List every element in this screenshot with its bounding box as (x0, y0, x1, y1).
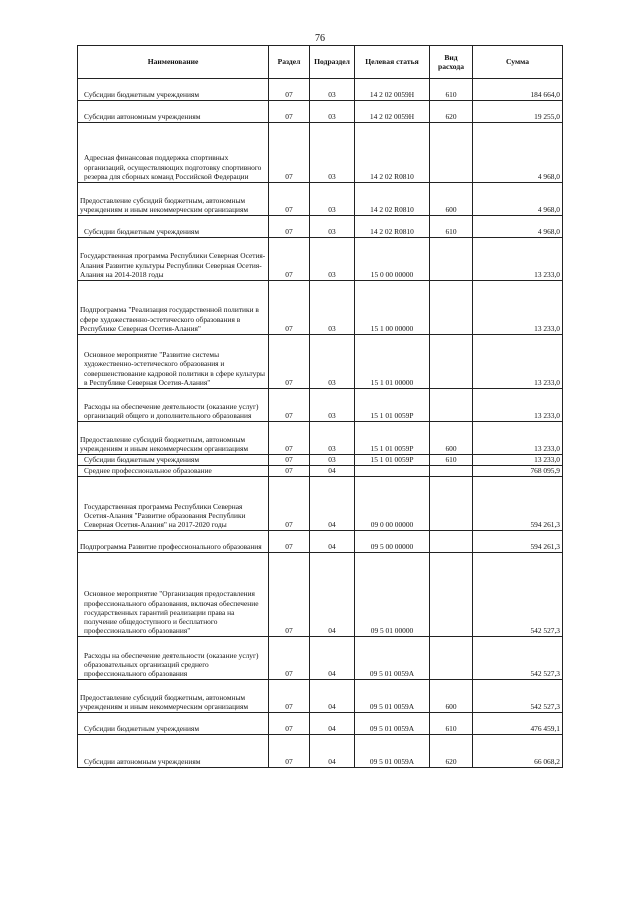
row-name: Государственная программа Республики Северная Осетия-Алания "Развитие образования Республики Северная Осетия-Алания" на 2017-2020 годы (78, 477, 269, 531)
budget-table (77, 45, 563, 768)
row-name: Субсидии бюджетным учреждениям (78, 79, 269, 101)
row-target: 09 5 00 00000 (355, 531, 430, 553)
row-name: Предоставление субсидий бюджетным, автономным учреждениям и иным некоммерческим организациям (78, 680, 269, 713)
row-subsection: 04 (310, 680, 355, 713)
header-subsection: Подраздел (310, 46, 355, 79)
row-expense-type (430, 553, 473, 637)
table-row (78, 238, 563, 281)
row-sum: 13 233,0 (473, 389, 563, 422)
row-subsection: 04 (310, 713, 355, 735)
header-sum: Сумма (473, 46, 563, 79)
row-name: Среднее профессиональное образование (78, 466, 269, 477)
row-section: 07 (269, 637, 310, 680)
row-section: 07 (269, 216, 310, 238)
row-subsection: 04 (310, 637, 355, 680)
row-sum: 542 527,3 (473, 553, 563, 637)
row-target: 14 2 02 R0810 (355, 216, 430, 238)
row-subsection: 04 (310, 531, 355, 553)
row-expense-type (430, 281, 473, 335)
row-name: Основное мероприятие "Организация предоставления профессионального образования, включая обеспечение государственных гарантий реализации права на получение общедоступного и бесплатного профессионального образования" (78, 553, 269, 637)
row-section: 07 (269, 553, 310, 637)
row-subsection: 03 (310, 281, 355, 335)
table-row (78, 101, 563, 123)
row-subsection: 03 (310, 389, 355, 422)
row-section: 07 (269, 123, 310, 183)
row-subsection: 03 (310, 183, 355, 216)
row-section: 07 (269, 531, 310, 553)
row-subsection: 03 (310, 422, 355, 455)
row-name: Государственная программа Республики Северная Осетия-Алания Развитие культуры Республики Северная Осетия-Алания на 2014-2018 годы (78, 238, 269, 281)
row-target: 15 1 01 00000 (355, 335, 430, 389)
row-section: 07 (269, 713, 310, 735)
row-expense-type (430, 466, 473, 477)
row-sum: 66 068,2 (473, 735, 563, 768)
row-expense-type (430, 637, 473, 680)
row-target: 15 0 00 00000 (355, 238, 430, 281)
row-name: Субсидии автономным учреждениям (78, 735, 269, 768)
row-name: Субсидии бюджетным учреждениям (78, 713, 269, 735)
row-sum: 184 664,0 (473, 79, 563, 101)
row-sum: 476 459,1 (473, 713, 563, 735)
table-header-row (78, 46, 563, 79)
row-subsection: 03 (310, 101, 355, 123)
table-row (78, 680, 563, 713)
row-expense-type (430, 123, 473, 183)
row-subsection: 04 (310, 553, 355, 637)
row-expense-type: 610 (430, 216, 473, 238)
table-row (78, 477, 563, 531)
row-name: Субсидии бюджетным учреждениям (78, 455, 269, 466)
row-target: 14 2 02 0059Н (355, 101, 430, 123)
row-section: 07 (269, 335, 310, 389)
row-target: 09 5 01 0059А (355, 735, 430, 768)
row-sum: 594 261,3 (473, 477, 563, 531)
row-sum: 4 968,0 (473, 183, 563, 216)
row-sum: 542 527,3 (473, 637, 563, 680)
table-row (78, 183, 563, 216)
row-expense-type (430, 238, 473, 281)
row-expense-type: 620 (430, 735, 473, 768)
row-expense-type (430, 389, 473, 422)
row-expense-type (430, 531, 473, 553)
header-name: Наименование (78, 46, 269, 79)
row-target: 15 1 01 0059Р (355, 422, 430, 455)
row-section: 07 (269, 422, 310, 455)
row-target: 09 5 01 00000 (355, 553, 430, 637)
row-target: 09 5 01 0059А (355, 637, 430, 680)
table-row (78, 422, 563, 455)
row-target: 15 1 00 00000 (355, 281, 430, 335)
row-section: 07 (269, 101, 310, 123)
row-sum: 13 233,0 (473, 422, 563, 455)
table-row (78, 553, 563, 637)
row-expense-type: 600 (430, 680, 473, 713)
row-sum: 13 233,0 (473, 238, 563, 281)
row-target: 15 1 01 0059Р (355, 389, 430, 422)
row-name: Расходы на обеспечение деятельности (оказание услуг) образовательных организаций среднего профессионального образования (78, 637, 269, 680)
row-target: 09 5 01 0059А (355, 713, 430, 735)
row-subsection: 03 (310, 335, 355, 389)
table-row (78, 216, 563, 238)
header-expense-type: Вид расхода (430, 46, 473, 79)
row-section: 07 (269, 389, 310, 422)
row-name: Расходы на обеспечение деятельности (оказание услуг) организаций общего и дополнительного образования (78, 389, 269, 422)
row-subsection: 03 (310, 123, 355, 183)
row-section: 07 (269, 477, 310, 531)
row-expense-type: 610 (430, 713, 473, 735)
row-name: Предоставление субсидий бюджетным, автономным учреждениям и иным некоммерческим организациям (78, 422, 269, 455)
row-target: 09 0 00 00000 (355, 477, 430, 531)
row-subsection: 03 (310, 238, 355, 281)
row-subsection: 03 (310, 455, 355, 466)
table-row (78, 455, 563, 466)
row-sum: 768 095,9 (473, 466, 563, 477)
row-section: 07 (269, 238, 310, 281)
row-section: 07 (269, 183, 310, 216)
row-target: 14 2 02 0059Н (355, 79, 430, 101)
row-expense-type: 600 (430, 422, 473, 455)
table-row (78, 735, 563, 768)
row-section: 07 (269, 281, 310, 335)
row-section: 07 (269, 466, 310, 477)
row-sum: 4 968,0 (473, 123, 563, 183)
table-body (78, 79, 563, 768)
row-section: 07 (269, 680, 310, 713)
table-row (78, 531, 563, 553)
row-expense-type: 610 (430, 79, 473, 101)
row-sum: 13 233,0 (473, 335, 563, 389)
row-expense-type: 600 (430, 183, 473, 216)
row-sum: 19 255,0 (473, 101, 563, 123)
row-section: 07 (269, 455, 310, 466)
table-row (78, 281, 563, 335)
table-row (78, 466, 563, 477)
row-name: Субсидии бюджетным учреждениям (78, 216, 269, 238)
table-row (78, 79, 563, 101)
row-sum: 594 261,3 (473, 531, 563, 553)
row-name: Адресная финансовая поддержка спортивных организаций, осуществляющих подготовку спортивного резерва для сборных команд Российской Федерации (78, 123, 269, 183)
header-section: Раздел (269, 46, 310, 79)
row-name: Предоставление субсидий бюджетным, автономным учреждениям и иным некоммерческим организациям (78, 183, 269, 216)
row-sum: 13 233,0 (473, 281, 563, 335)
row-expense-type (430, 335, 473, 389)
row-target: 15 1 01 0059Р (355, 455, 430, 466)
table-row (78, 123, 563, 183)
page-number: 76 (315, 33, 325, 44)
row-name: Основное мероприятие "Развитие системы художественно-эстетического образования и совершенствование кадровой политики в сфере культуры в Республике Северная Осетия-Алания" (78, 335, 269, 389)
row-section: 07 (269, 735, 310, 768)
row-section: 07 (269, 79, 310, 101)
row-sum: 4 968,0 (473, 216, 563, 238)
table-row (78, 713, 563, 735)
header-target: Целевая статья (355, 46, 430, 79)
row-expense-type: 620 (430, 101, 473, 123)
row-target (355, 466, 430, 477)
row-target: 14 2 02 R0810 (355, 123, 430, 183)
row-name: Подпрограмма Развитие профессионального образования (78, 531, 269, 553)
table-row (78, 637, 563, 680)
row-subsection: 03 (310, 216, 355, 238)
row-subsection: 04 (310, 466, 355, 477)
row-expense-type (430, 477, 473, 531)
row-subsection: 04 (310, 735, 355, 768)
row-target: 14 2 02 R0810 (355, 183, 430, 216)
row-target: 09 5 01 0059А (355, 680, 430, 713)
row-sum: 542 527,3 (473, 680, 563, 713)
table-row (78, 389, 563, 422)
row-expense-type: 610 (430, 455, 473, 466)
row-name: Субсидии автономным учреждениям (78, 101, 269, 123)
row-subsection: 04 (310, 477, 355, 531)
row-name: Подпрограмма "Реализация государственной политики в сфере художественно-эстетического образования в Республике Северная Осетия-Алания" (78, 281, 269, 335)
row-sum: 13 233,0 (473, 455, 563, 466)
row-subsection: 03 (310, 79, 355, 101)
table-row (78, 335, 563, 389)
